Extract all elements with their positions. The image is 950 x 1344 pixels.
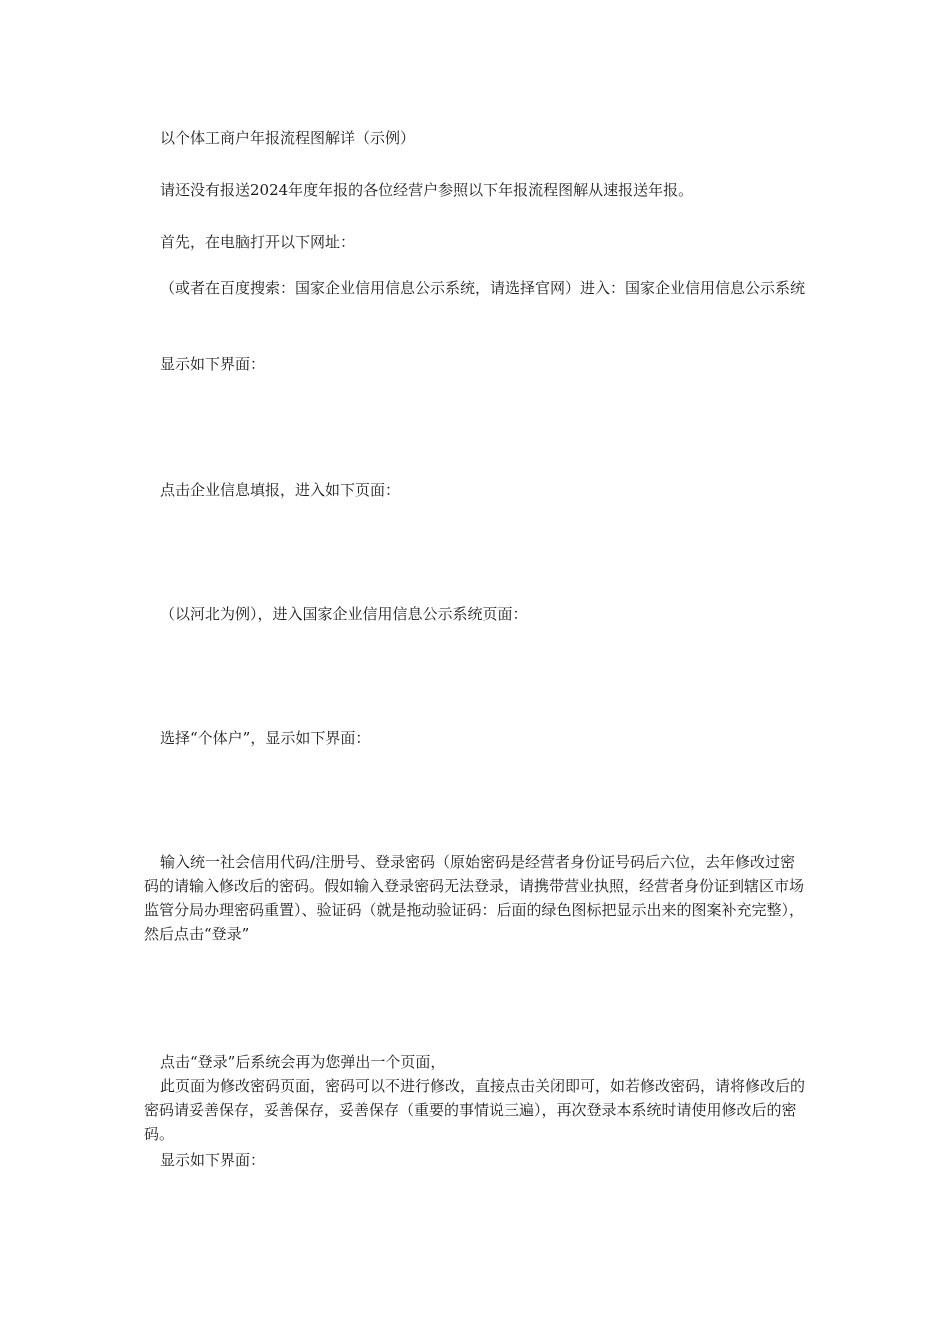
click-fill-report-paragraph: 点击企业信息填报，进入如下页面：	[160, 481, 401, 499]
after-login-paragraph: 点击“登录”后系统会再为您弹出一个页面，	[160, 1053, 446, 1071]
document-title: 以个体工商户年报流程图解详（示例）	[160, 129, 416, 147]
display-interface-paragraph-2: 显示如下界面：	[160, 1151, 266, 1169]
login-instructions-paragraph: 输入统一社会信用代码/注册号、登录密码（原始密码是经营者身份证号码后六位，去年修改过密码的请输入修改后的密码。假如输入登录密码无法登录，请携带营业执照，经营者身份证到辖区市场监管分局办理密码重置）、验证码（就是拖动验证码：后面的绿色图标把显示出来的图案补充完整），然后点击“登录”	[144, 853, 805, 943]
display-interface-paragraph: 显示如下界面：	[160, 355, 266, 373]
intro-paragraph: 请还没有报送2024年度年报的各位经营户参照以下年报流程图解从速报送年报。	[160, 181, 694, 199]
select-individual-paragraph: 选择“个体户”，显示如下界面：	[160, 729, 371, 747]
search-hint-paragraph: （或者在百度搜索：国家企业信用信息公示系统，请选择官网）进入：国家企业信用信息公示系统	[160, 279, 806, 297]
change-password-paragraph: 此页面为修改密码页面，密码可以不进行修改，直接点击关闭即可，如若修改密码，请将修改后的密码请妥善保存，妥善保存，妥善保存（重要的事情说三遍），再次登录本系统时请使用修改后的密码。	[144, 1077, 806, 1143]
first-step-paragraph: 首先，在电脑打开以下网址：	[160, 233, 356, 251]
hebei-example-paragraph: （以河北为例），进入国家企业信用信息公示系统页面：	[160, 605, 528, 623]
